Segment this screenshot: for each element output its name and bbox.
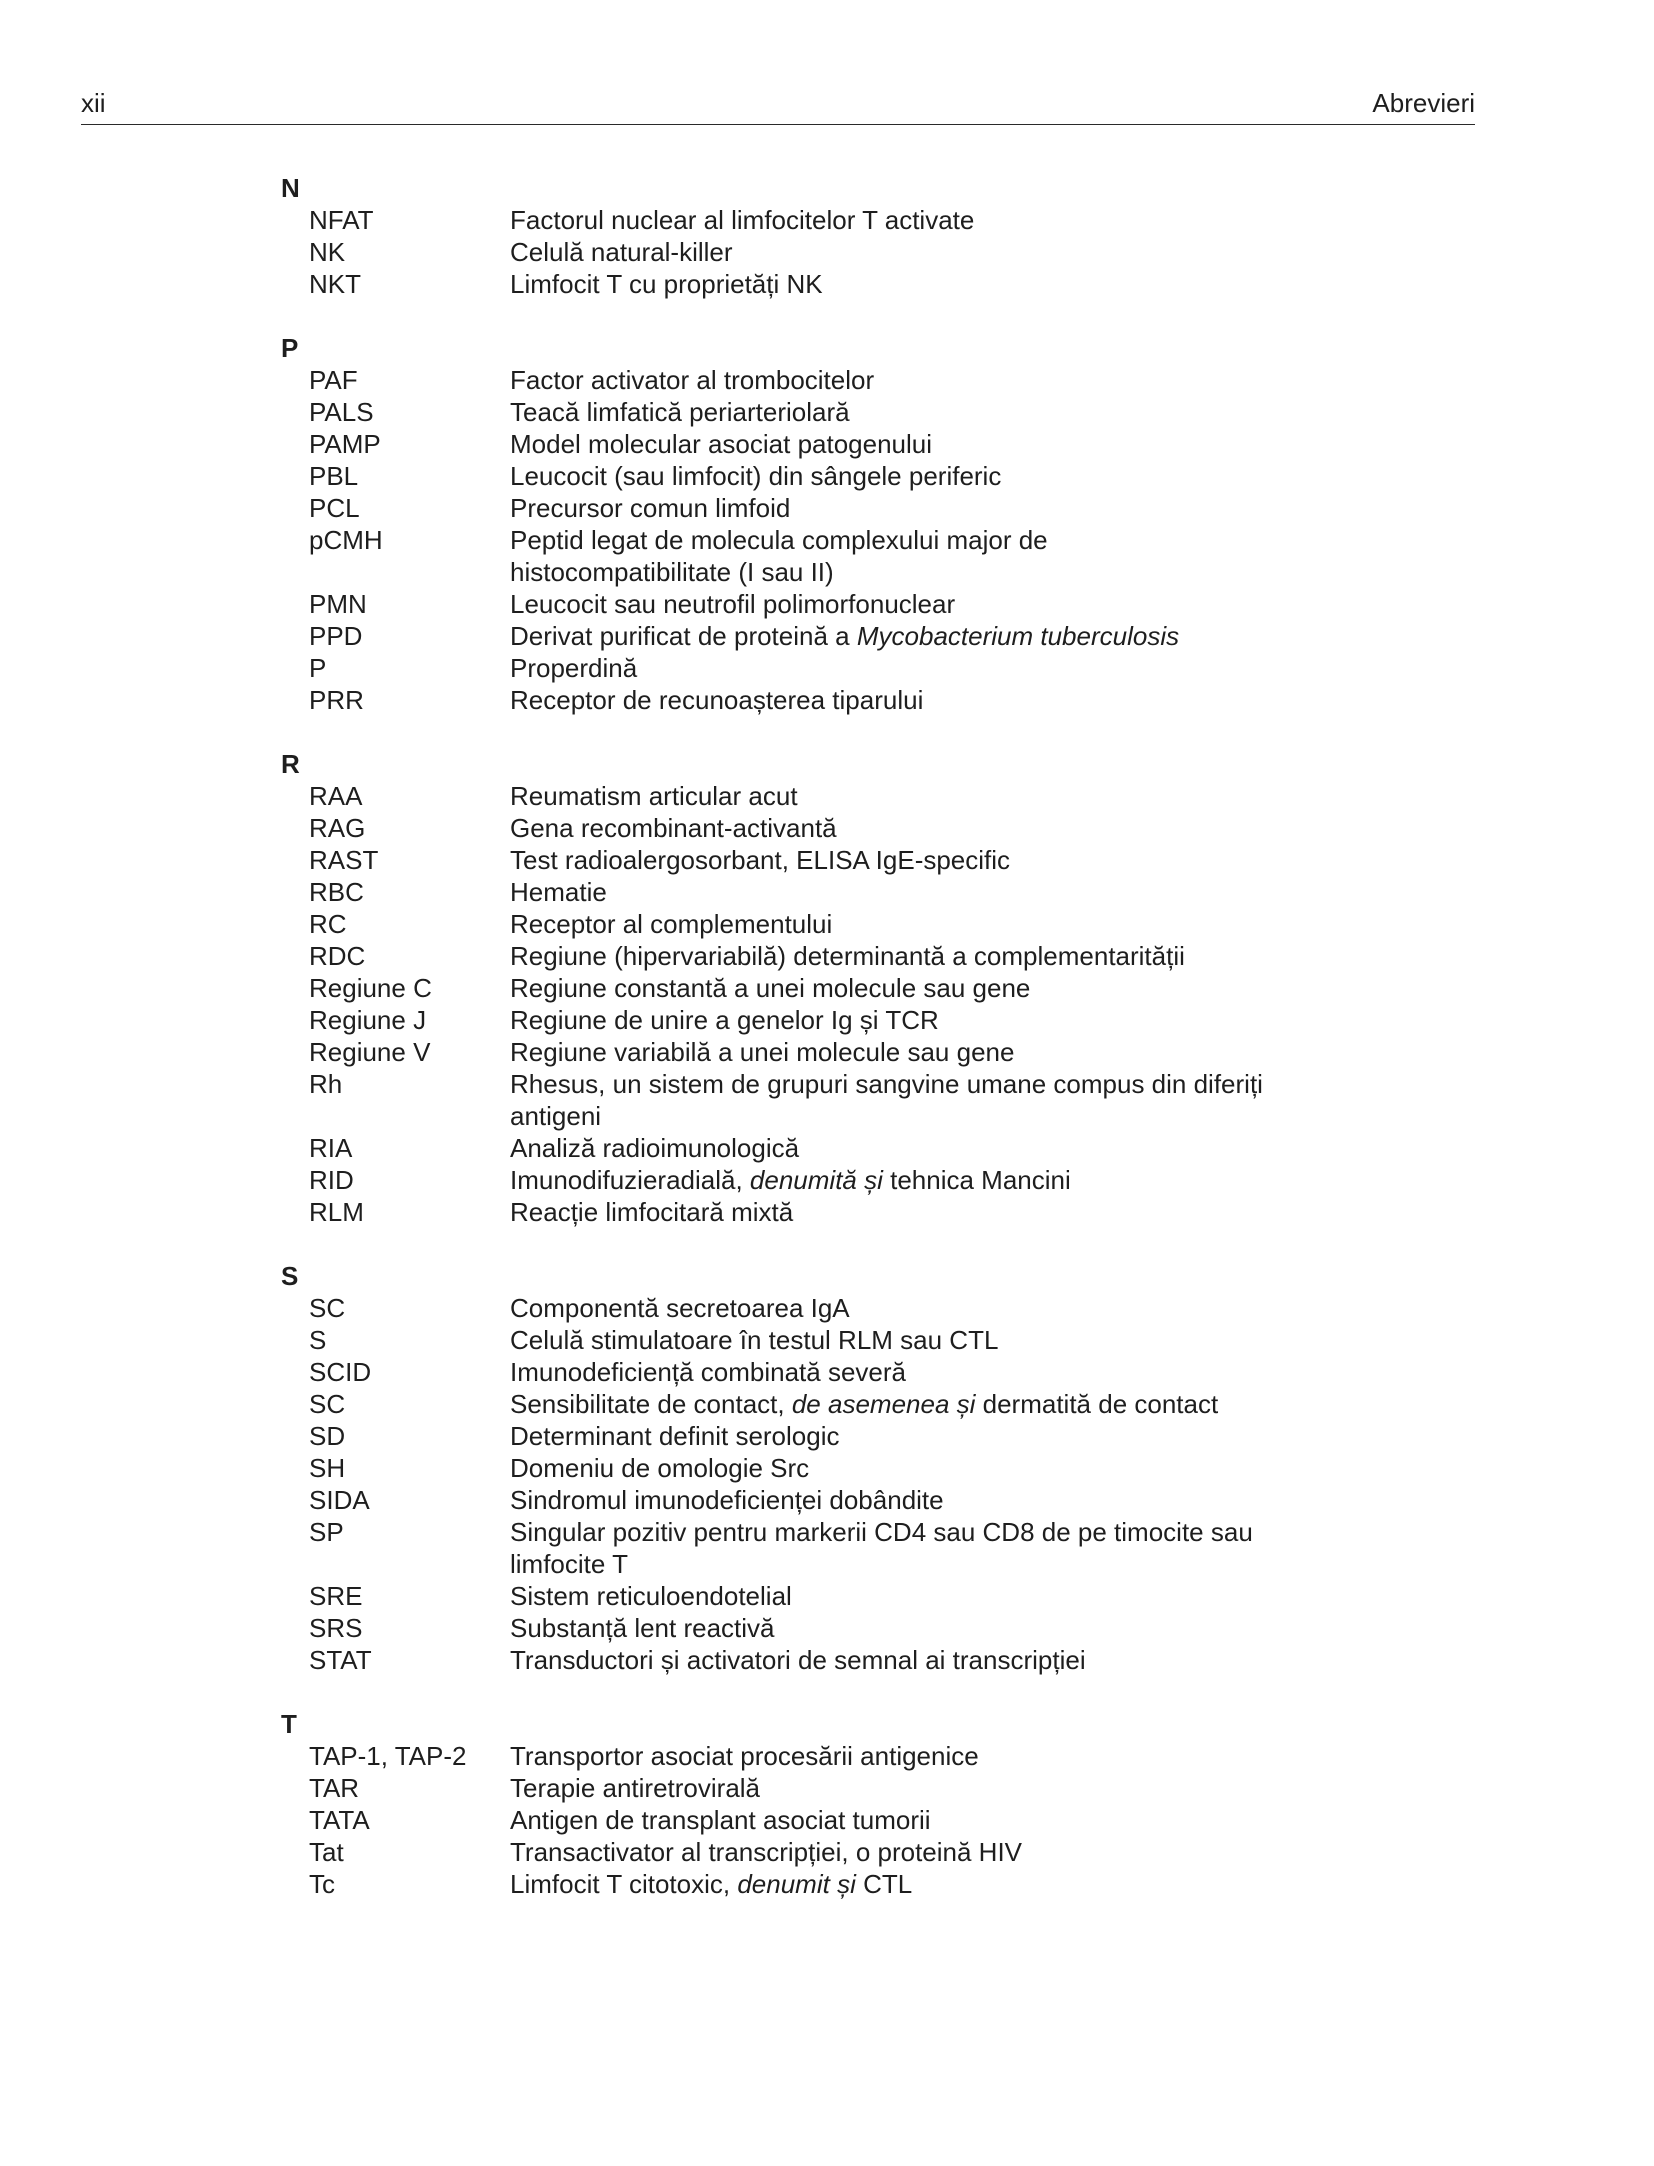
- glossary-entry: [281, 428, 1301, 460]
- definition-line: [510, 1452, 1300, 1484]
- definition-line: [510, 1388, 1300, 1420]
- definition-line: [510, 876, 1300, 908]
- definition-italic-text: denumit și: [737, 1869, 856, 1899]
- definition: [510, 460, 1300, 492]
- definition-text: Domeniu de omologie Src: [510, 1453, 810, 1483]
- definition-line: [510, 972, 1300, 1004]
- definition: [510, 1164, 1300, 1196]
- definition-line: [510, 268, 1300, 300]
- abbreviation: PCL: [309, 493, 360, 523]
- definition-text: Reacție limfocitară mixtă: [510, 1197, 794, 1227]
- definition-line: [510, 684, 1300, 716]
- definition: [510, 812, 1300, 844]
- section-letter: T: [281, 1709, 297, 1739]
- definition: [510, 684, 1300, 716]
- definition-italic-text: denumită și: [749, 1165, 883, 1195]
- definition-line: [510, 1292, 1300, 1324]
- definition-text: Transductori și activatori de semnal ai transcripției: [510, 1645, 1086, 1675]
- abbreviation-list: [281, 172, 1301, 1932]
- glossary-entry: [281, 1164, 1301, 1196]
- definition-text: Singular pozitiv pentru markerii CD4 sau CD8 de pe timocite sau: [510, 1517, 1253, 1547]
- abbreviation: Regiune J: [309, 1005, 427, 1035]
- definition-line: [510, 588, 1300, 620]
- definition-text: Antigen de transplant asociat tumorii: [510, 1805, 931, 1835]
- abbreviation: STAT: [309, 1645, 372, 1675]
- abbreviation: PAMP: [309, 429, 381, 459]
- definition-line: [510, 1644, 1300, 1676]
- abbreviation: pCMH: [309, 525, 383, 555]
- definition-text: antigeni: [510, 1101, 602, 1131]
- section-r: [281, 748, 1301, 1228]
- glossary-entry: [281, 972, 1301, 1004]
- glossary-entry: [281, 1036, 1301, 1068]
- definition-text: Teacă limfatică periarteriolară: [510, 397, 850, 427]
- glossary-entry: [281, 1292, 1301, 1324]
- definition: [510, 1132, 1300, 1164]
- definition-line: [510, 1068, 1300, 1100]
- definition: [510, 1644, 1300, 1676]
- definition-line: [510, 780, 1300, 812]
- abbreviation: Tc: [309, 1869, 335, 1899]
- abbreviation: SP: [309, 1517, 344, 1547]
- definition-line: [510, 1740, 1300, 1772]
- definition-text: Precursor comun limfoid: [510, 493, 791, 523]
- glossary-entry: [281, 1356, 1301, 1388]
- definition-text: tehnica Mancini: [882, 1165, 1071, 1195]
- glossary-entry: [281, 780, 1301, 812]
- definition: [510, 236, 1300, 268]
- definition-line: [510, 844, 1300, 876]
- definition: [510, 972, 1300, 1004]
- definition: [510, 524, 1300, 588]
- definition: [510, 1292, 1300, 1324]
- definition: [510, 428, 1300, 460]
- definition-line: [510, 1612, 1300, 1644]
- abbreviation: PALS: [309, 397, 374, 427]
- definition-line: [510, 236, 1300, 268]
- glossary-entry: [281, 588, 1301, 620]
- glossary-entry: [281, 844, 1301, 876]
- definition-line: [510, 396, 1300, 428]
- glossary-entry: [281, 684, 1301, 716]
- definition: [510, 780, 1300, 812]
- abbreviation: RBC: [309, 877, 364, 907]
- definition: [510, 396, 1300, 428]
- definition: [510, 1196, 1300, 1228]
- section-letter: S: [281, 1261, 299, 1291]
- glossary-entry: [281, 1836, 1301, 1868]
- section-s: [281, 1260, 1301, 1676]
- definition: [510, 1068, 1300, 1132]
- glossary-entry: [281, 1516, 1301, 1580]
- definition-line: [510, 940, 1300, 972]
- definition-text: Regiune variabilă a unei molecule sau gene: [510, 1037, 1015, 1067]
- section-p: [281, 332, 1301, 716]
- glossary-entry: [281, 1324, 1301, 1356]
- definition-text: CTL: [855, 1869, 913, 1899]
- definition-text: Imunodifuzieradială,: [510, 1165, 750, 1195]
- definition-line: [510, 492, 1300, 524]
- definition-text: Receptor de recunoașterea tiparului: [510, 685, 924, 715]
- definition-line: [510, 556, 1300, 588]
- abbreviation: TAR: [309, 1773, 360, 1803]
- definition-line: [510, 204, 1300, 236]
- definition-line: [510, 652, 1300, 684]
- definition-line: [510, 1132, 1300, 1164]
- definition-text: Gena recombinant-activantă: [510, 813, 837, 843]
- definition-text: histocompatibilitate (I sau II): [510, 557, 834, 587]
- abbreviation: RAG: [309, 813, 366, 843]
- definition: [510, 492, 1300, 524]
- definition: [510, 1740, 1300, 1772]
- definition-line: [510, 1356, 1300, 1388]
- definition-text: Sindromul imunodeficienței dobândite: [510, 1485, 944, 1515]
- glossary-entry: [281, 812, 1301, 844]
- definition-italic-text: Mycobacterium tuberculosis: [856, 621, 1180, 651]
- definition-line: [510, 428, 1300, 460]
- abbreviation: SD: [309, 1421, 346, 1451]
- definition-text: Derivat purificat de proteină a: [510, 621, 857, 651]
- glossary-entry: [281, 940, 1301, 972]
- definition-text: Receptor al complementului: [510, 909, 833, 939]
- definition-text: Regiune constantă a unei molecule sau gene: [510, 973, 1031, 1003]
- definition-text: Sistem reticuloendotelial: [510, 1581, 792, 1611]
- definition-line: [510, 1100, 1300, 1132]
- abbreviation: PRR: [309, 685, 364, 715]
- abbreviation: NFAT: [309, 205, 374, 235]
- definition-line: [510, 1836, 1300, 1868]
- abbreviation: RAST: [309, 845, 379, 875]
- definition-text: Terapie antiretrovirală: [510, 1773, 761, 1803]
- definition-text: Limfocit T citotoxic,: [510, 1869, 738, 1899]
- definition: [510, 204, 1300, 236]
- definition: [510, 1388, 1300, 1420]
- abbreviation: SIDA: [309, 1485, 370, 1515]
- abbreviation: RLM: [309, 1197, 364, 1227]
- definition-text: Regiune de unire a genelor Ig și TCR: [510, 1005, 939, 1035]
- glossary-entry: [281, 620, 1301, 652]
- abbreviation: NK: [309, 237, 346, 267]
- abbreviation: SC: [309, 1389, 346, 1419]
- abbreviation: RIA: [309, 1133, 353, 1163]
- definition-text: Celulă natural-killer: [510, 237, 733, 267]
- definition-line: [510, 1804, 1300, 1836]
- definition-text: dermatită de contact: [975, 1389, 1219, 1419]
- definition: [510, 364, 1300, 396]
- glossary-entry: [281, 1772, 1301, 1804]
- definition: [510, 1420, 1300, 1452]
- glossary-entry: [281, 1420, 1301, 1452]
- glossary-entry: [281, 1068, 1301, 1132]
- abbreviation: SC: [309, 1293, 346, 1323]
- glossary-entry: [281, 1132, 1301, 1164]
- definition-text: limfocite T: [510, 1549, 628, 1579]
- definition-text: Imunodeficiență combinată severă: [510, 1357, 907, 1387]
- definition-text: Hematie: [510, 877, 607, 907]
- glossary-entry: [281, 1612, 1301, 1644]
- page-number: xii: [81, 88, 106, 118]
- abbreviation: NKT: [309, 269, 361, 299]
- definition-text: Reumatism articular acut: [510, 781, 798, 811]
- abbreviation: RAA: [309, 781, 363, 811]
- definition: [510, 1324, 1300, 1356]
- definition-line: [510, 1036, 1300, 1068]
- definition: [510, 876, 1300, 908]
- definition-italic-text: de asemenea și: [791, 1389, 976, 1419]
- definition-text: Rhesus, un sistem de grupuri sangvine umane compus din diferiți: [510, 1069, 1263, 1099]
- abbreviation: TAP-1, TAP-2: [309, 1741, 467, 1771]
- definition-line: [510, 524, 1300, 556]
- glossary-entry: [281, 268, 1301, 300]
- abbreviation: Tat: [309, 1837, 344, 1867]
- glossary-entry: [281, 1868, 1301, 1900]
- abbreviation: PAF: [309, 365, 358, 395]
- definition-text: Substanță lent reactivă: [510, 1613, 775, 1643]
- abbreviation: TATA: [309, 1805, 370, 1835]
- definition-line: [510, 460, 1300, 492]
- definition: [510, 1036, 1300, 1068]
- definition-text: Factor activator al trombocitelor: [510, 365, 875, 395]
- abbreviation: PPD: [309, 621, 363, 651]
- definition-line: [510, 1548, 1300, 1580]
- definition: [510, 1612, 1300, 1644]
- definition-line: [510, 1580, 1300, 1612]
- definition: [510, 1580, 1300, 1612]
- definition-line: [510, 1196, 1300, 1228]
- glossary-entry: [281, 460, 1301, 492]
- glossary-entry: [281, 876, 1301, 908]
- definition: [510, 1356, 1300, 1388]
- glossary-entry: [281, 1580, 1301, 1612]
- abbreviation: SH: [309, 1453, 346, 1483]
- definition-line: [510, 364, 1300, 396]
- definition-text: Transactivator al transcripției, o proteină HIV: [510, 1837, 1023, 1867]
- definition: [510, 620, 1300, 652]
- glossary-entry: [281, 1644, 1301, 1676]
- definition-line: [510, 1516, 1300, 1548]
- abbreviation: PBL: [309, 461, 359, 491]
- definition: [510, 1516, 1300, 1580]
- glossary-entry: [281, 364, 1301, 396]
- glossary-entry: [281, 908, 1301, 940]
- section-letter: P: [281, 333, 299, 363]
- definition: [510, 1004, 1300, 1036]
- definition-line: [510, 1484, 1300, 1516]
- definition: [510, 940, 1300, 972]
- definition-line: [510, 620, 1300, 652]
- definition-text: Test radioalergosorbant, ELISA IgE-specific: [510, 845, 1011, 875]
- abbreviation: Regiune C: [309, 973, 432, 1003]
- definition-line: [510, 1324, 1300, 1356]
- definition-text: Model molecular asociat patogenului: [510, 429, 933, 459]
- page-header: [81, 84, 1475, 125]
- definition-text: Determinant definit serologic: [510, 1421, 840, 1451]
- definition-line: [510, 1420, 1300, 1452]
- glossary-entry: [281, 1804, 1301, 1836]
- definition-text: Transportor asociat procesării antigenice: [510, 1741, 979, 1771]
- section-t: [281, 1708, 1301, 1900]
- definition: [510, 908, 1300, 940]
- section-letter: R: [281, 749, 300, 779]
- abbreviation: Rh: [309, 1069, 343, 1099]
- section-n: [281, 172, 1301, 300]
- glossary-entry: [281, 652, 1301, 684]
- section-letter: N: [281, 173, 300, 203]
- abbreviation: Regiune V: [309, 1037, 431, 1067]
- definition-text: Properdină: [510, 653, 638, 683]
- glossary-entry: [281, 1484, 1301, 1516]
- definition-line: [510, 1772, 1300, 1804]
- abbreviation: S: [309, 1325, 327, 1355]
- definition: [510, 1804, 1300, 1836]
- glossary-entry: [281, 236, 1301, 268]
- glossary-entry: [281, 1740, 1301, 1772]
- definition-text: Celulă stimulatoare în testul RLM sau CTL: [510, 1325, 999, 1355]
- glossary-entry: [281, 1196, 1301, 1228]
- definition-text: Componentă secretoarea IgA: [510, 1293, 850, 1323]
- abbreviation: P: [309, 653, 327, 683]
- glossary-entry: [281, 524, 1301, 588]
- definition-line: [510, 1004, 1300, 1036]
- running-title: Abrevieri: [1372, 88, 1475, 118]
- definition: [510, 844, 1300, 876]
- glossary-entry: [281, 396, 1301, 428]
- abbreviation: SRS: [309, 1613, 363, 1643]
- definition: [510, 268, 1300, 300]
- definition-line: [510, 1868, 1300, 1900]
- definition-text: Leucocit sau neutrofil polimorfonuclear: [510, 589, 956, 619]
- definition-text: Regiune (hipervariabilă) determinantă a complementarității: [510, 941, 1185, 971]
- definition-text: Sensibilitate de contact,: [510, 1389, 792, 1419]
- definition-text: Limfocit T cu proprietăți NK: [510, 269, 823, 299]
- definition: [510, 1452, 1300, 1484]
- abbreviation: RID: [309, 1165, 354, 1195]
- abbreviation: SRE: [309, 1581, 363, 1611]
- abbreviation: RC: [309, 909, 347, 939]
- abbreviation: RDC: [309, 941, 366, 971]
- definition-text: Factorul nuclear al limfocitelor T activate: [510, 205, 975, 235]
- definition-text: Leucocit (sau limfocit) din sângele periferic: [510, 461, 1002, 491]
- glossary-entry: [281, 204, 1301, 236]
- abbreviation: PMN: [309, 589, 367, 619]
- definition: [510, 1836, 1300, 1868]
- definition: [510, 1484, 1300, 1516]
- abbreviation: SCID: [309, 1357, 372, 1387]
- definition: [510, 1868, 1300, 1900]
- definition-line: [510, 1164, 1300, 1196]
- definition: [510, 588, 1300, 620]
- definition: [510, 1772, 1300, 1804]
- definition-text: Analiză radioimunologică: [510, 1133, 800, 1163]
- glossary-entry: [281, 1452, 1301, 1484]
- glossary-entry: [281, 492, 1301, 524]
- definition: [510, 652, 1300, 684]
- glossary-entry: [281, 1388, 1301, 1420]
- definition-text: Peptid legat de molecula complexului major de: [510, 525, 1048, 555]
- definition-line: [510, 908, 1300, 940]
- definition-line: [510, 812, 1300, 844]
- glossary-entry: [281, 1004, 1301, 1036]
